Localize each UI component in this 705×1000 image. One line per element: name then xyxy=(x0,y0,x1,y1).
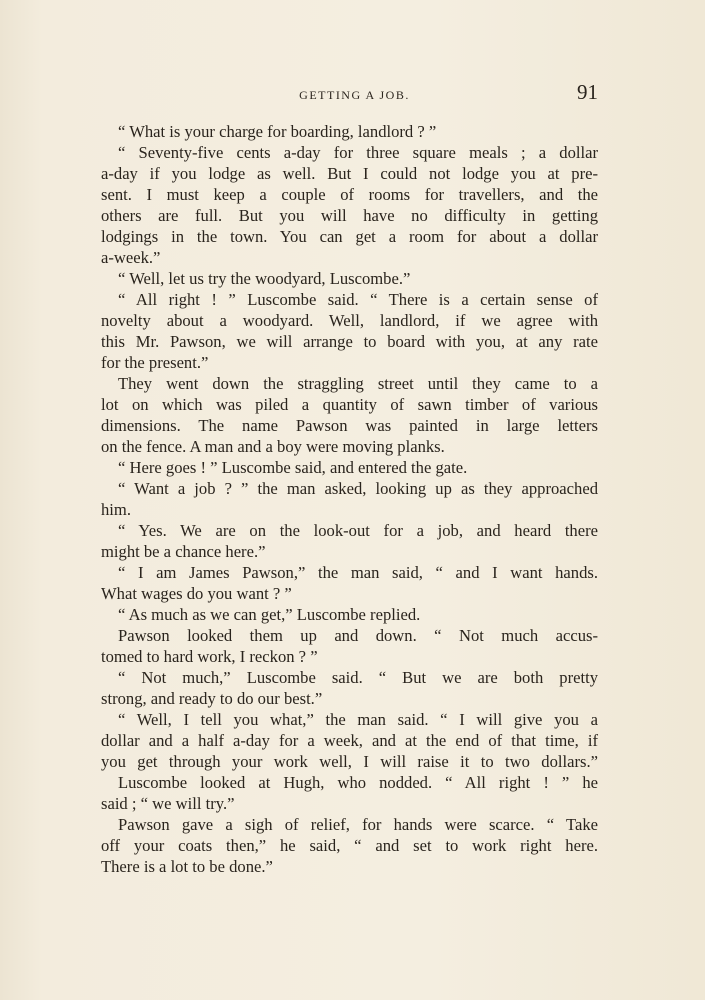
text-line: for the present.” xyxy=(101,353,209,372)
text-line: strong, and ready to do our best.” xyxy=(101,689,323,708)
text-line: off your coats then,” he said, “ and set to work right here. xyxy=(101,836,598,855)
page-number: 91 xyxy=(577,80,598,104)
text-line: “ Not much,” Luscombe said. “ But we are both pretty xyxy=(118,668,598,687)
text-line: “ Want a job ? ” the man asked, looking up as they approached xyxy=(118,479,598,498)
text-line: “ Seventy-five cents a-day for three square meals ; a dollar xyxy=(118,143,598,162)
text-line: others are full. But you will have no difficulty in getting xyxy=(101,206,598,225)
text-line: on the fence. A man and a boy were moving planks. xyxy=(101,437,445,456)
text-line: dollar and a half a-day for a week, and at the end of that time, if xyxy=(101,731,598,750)
text-line: “ What is your charge for boarding, landlord ? ” xyxy=(118,122,437,141)
text-line: “ I am James Pawson,” the man said, “ and I want hands. xyxy=(118,563,598,582)
text-line: lodgings in the town. You can get a room for about a dollar xyxy=(101,227,598,246)
text-line: “ As much as we can get,” Luscombe replied. xyxy=(118,605,421,624)
text-line: Pawson gave a sigh of relief, for hands were scarce. “ Take xyxy=(118,815,598,834)
text-line: dimensions. The name Pawson was painted in large letters xyxy=(101,416,598,435)
text-line: lot on which was piled a quantity of sawn timber of various xyxy=(101,395,598,414)
page-header xyxy=(101,80,598,110)
text-line: sent. I must keep a couple of rooms for travellers, and the xyxy=(101,185,598,204)
running-head: GETTING A JOB. xyxy=(299,88,410,102)
text-line: “ Well, I tell you what,” the man said. “ I will give you a xyxy=(118,710,598,729)
text-line: Luscombe looked at Hugh, who nodded. “ All right ! ” he xyxy=(118,773,598,792)
text-line: What wages do you want ? ” xyxy=(101,584,292,603)
text-line: “ Yes. We are on the look-out for a job, and heard there xyxy=(118,521,598,540)
text-line: a-week.” xyxy=(101,248,161,267)
text-line: Pawson looked them up and down. “ Not much accus- xyxy=(118,626,598,645)
body-text xyxy=(101,121,598,877)
text-line: said ; “ we will try.” xyxy=(101,794,235,813)
text-line: There is a lot to be done.” xyxy=(101,857,273,876)
text-line: this Mr. Pawson, we will arrange to board with you, at any rate xyxy=(101,332,598,351)
text-line: a-day if you lodge as well. But I could not lodge you at pre- xyxy=(101,164,598,183)
text-line: tomed to hard work, I reckon ? ” xyxy=(101,647,318,666)
text-line: him. xyxy=(101,500,131,519)
text-line: “ All right ! ” Luscombe said. “ There is a certain sense of xyxy=(118,290,598,309)
text-line: novelty about a woodyard. Well, landlord, if we agree with xyxy=(101,311,598,330)
text-line: “ Well, let us try the woodyard, Luscombe.” xyxy=(118,269,411,288)
text-line: might be a chance here.” xyxy=(101,542,266,561)
text-line: They went down the straggling street until they came to a xyxy=(118,374,598,393)
text-line: you get through your work well, I will raise it to two dollars.” xyxy=(101,752,598,771)
text-line: “ Here goes ! ” Luscombe said, and entered the gate. xyxy=(118,458,468,477)
